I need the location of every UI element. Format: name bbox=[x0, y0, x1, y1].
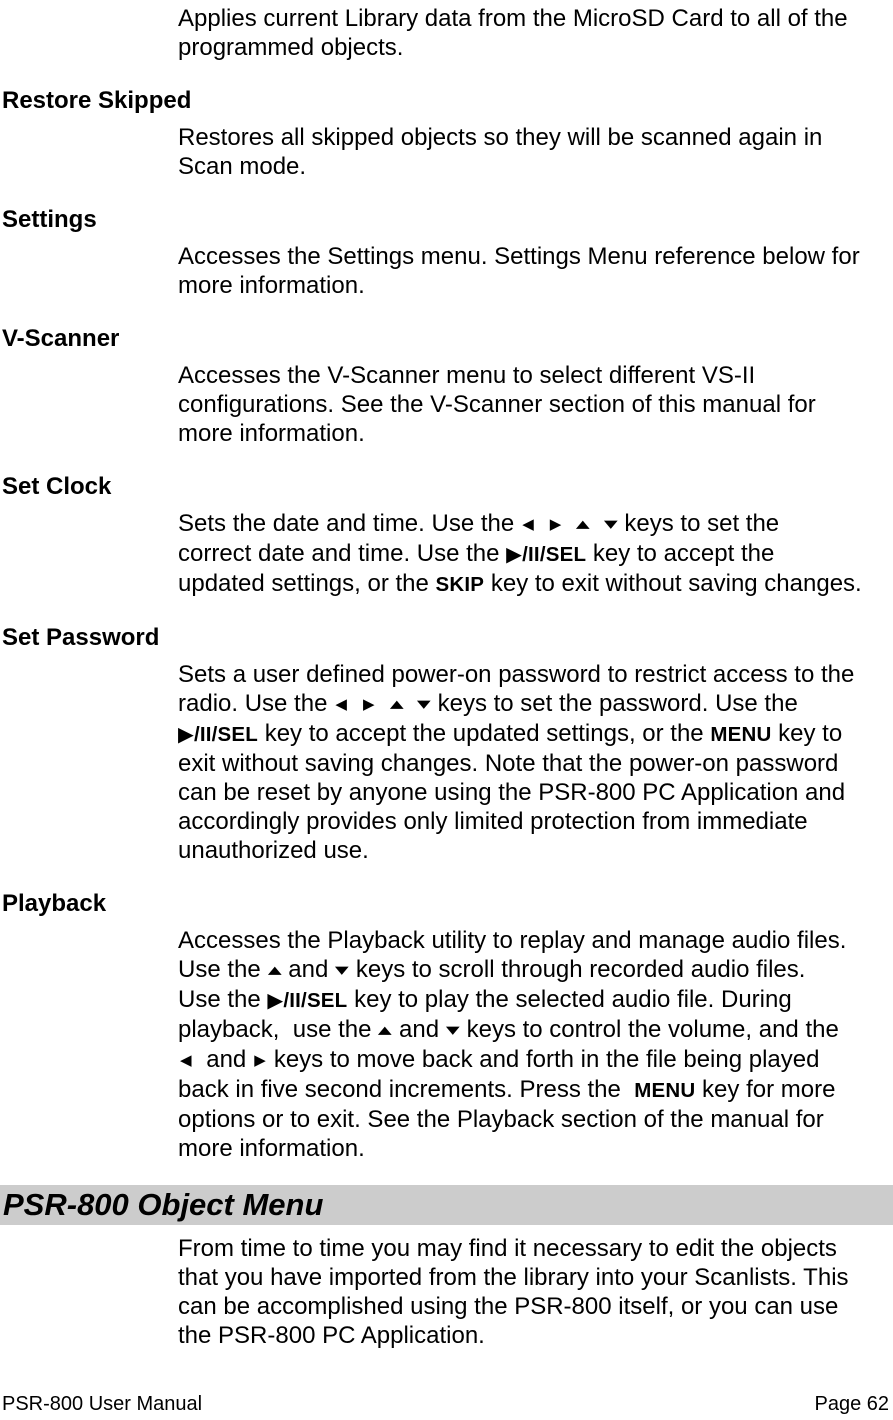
text-run: that you have imported from the library into your Scanlists. This bbox=[178, 1264, 849, 1291]
text-run: the PSR-800 PC Application. bbox=[178, 1322, 485, 1349]
text-run: back in five second increments. Press the bbox=[178, 1076, 635, 1103]
play-pause-select-key-label: ▶/II/SEL bbox=[506, 543, 587, 566]
text-line bbox=[178, 569, 891, 599]
text-line bbox=[178, 660, 891, 689]
text-run: can be accomplished using the PSR-800 itself, or you can use bbox=[178, 1293, 839, 1320]
text-run: Restores all skipped objects so they will be scanned again in bbox=[178, 124, 823, 151]
text-run: can be reset by anyone using the PSR-800 PC Application and bbox=[178, 779, 846, 806]
text-line bbox=[178, 1134, 891, 1163]
text-run: Sets the date and time. Use the bbox=[178, 510, 515, 537]
text-run: more information. bbox=[178, 272, 365, 299]
text-run: unauthorized use. bbox=[178, 837, 369, 864]
paragraph bbox=[178, 1234, 891, 1350]
up-arrow-icon: ▲ bbox=[576, 517, 590, 531]
section-heading-v-scanner: V-Scanner bbox=[2, 325, 120, 352]
left-arrow-icon: ◀ bbox=[522, 515, 534, 533]
skip-key-label: SKIP bbox=[435, 573, 485, 596]
text-line bbox=[178, 361, 891, 390]
right-arrow-icon: ▶ bbox=[254, 1051, 266, 1069]
right-arrow-icon: ▶ bbox=[549, 515, 562, 533]
text-line bbox=[178, 1045, 891, 1075]
text-run: correct date and time. Use the bbox=[178, 540, 507, 567]
text-line bbox=[178, 807, 891, 836]
text-run: more information. bbox=[178, 1135, 365, 1162]
right-arrow-icon: ▶ bbox=[362, 695, 375, 713]
text-line bbox=[178, 689, 891, 719]
text-line bbox=[178, 152, 891, 181]
paragraph bbox=[178, 361, 891, 448]
text-run: Sets a user defined power-on password to restrict access to the bbox=[178, 661, 855, 688]
up-arrow-icon: ▲ bbox=[389, 697, 404, 711]
section-heading-set-password: Set Password bbox=[2, 624, 160, 651]
paragraph bbox=[178, 509, 891, 599]
down-arrow-icon: ▼ bbox=[445, 1023, 460, 1037]
text-run: keys to set the bbox=[624, 510, 780, 537]
text-run: keys to move back and forth in the file being played bbox=[273, 1046, 820, 1073]
text-run: updated settings, or the bbox=[178, 570, 436, 597]
text-run: Use the bbox=[178, 956, 261, 983]
text-line bbox=[178, 719, 891, 749]
text-run: configurations. See the V-Scanner section of this manual for bbox=[178, 391, 816, 418]
text-line bbox=[178, 955, 891, 985]
down-arrow-icon: ▼ bbox=[603, 517, 618, 531]
section-heading-set-clock: Set Clock bbox=[2, 473, 112, 500]
text-run: accordingly provides only limited protection from immediate bbox=[178, 808, 808, 835]
text-line bbox=[178, 985, 891, 1015]
text-run: Use the bbox=[178, 986, 268, 1013]
left-arrow-icon: ◀ bbox=[180, 1051, 192, 1069]
text-run: keys to scroll through recorded audio files. bbox=[355, 956, 806, 983]
text-line bbox=[178, 836, 891, 865]
text-line bbox=[178, 1075, 891, 1105]
text-run: key to accept the bbox=[586, 540, 775, 567]
play-pause-select-key-label: ▶/II/SEL bbox=[267, 989, 348, 1012]
text-line bbox=[178, 419, 891, 448]
footer-document-title: PSR-800 User Manual bbox=[2, 1393, 203, 1415]
text-line bbox=[178, 1234, 891, 1263]
section-heading-playback: Playback bbox=[2, 890, 107, 917]
paragraph bbox=[178, 242, 891, 300]
text-run: playback, use the bbox=[178, 1016, 372, 1043]
text-run: Accesses the Settings menu. Settings Menu reference below for bbox=[178, 243, 860, 270]
section-banner-psr-800-object-menu: PSR-800 Object Menu bbox=[0, 1185, 893, 1225]
text-run: keys to control the volume, and the bbox=[466, 1016, 839, 1043]
text-line bbox=[178, 1321, 891, 1350]
text-run: programmed objects. bbox=[178, 34, 404, 61]
play-pause-select-key-label: ▶/II/SEL bbox=[178, 723, 259, 746]
section-heading-settings: Settings bbox=[2, 206, 97, 233]
text-line bbox=[178, 749, 891, 778]
text-run: From time to time you may find it necessary to edit the objects bbox=[178, 1235, 837, 1262]
text-line bbox=[178, 926, 891, 955]
text-line bbox=[178, 390, 891, 419]
text-line bbox=[178, 1015, 891, 1045]
down-arrow-icon: ▼ bbox=[335, 963, 350, 977]
menu-key-label: MENU bbox=[710, 723, 772, 746]
text-run: and bbox=[288, 956, 329, 983]
text-run: key to accept the updated settings, or the bbox=[258, 720, 711, 747]
text-line bbox=[178, 271, 891, 300]
up-arrow-icon: ▲ bbox=[378, 1023, 393, 1037]
text-line bbox=[178, 778, 891, 807]
text-line bbox=[178, 1263, 891, 1292]
text-run: Accesses the V-Scanner menu to select different VS-II bbox=[178, 362, 756, 389]
paragraph bbox=[178, 660, 891, 865]
paragraph bbox=[178, 4, 891, 62]
text-run: Accesses the Playback utility to replay and manage audio files. bbox=[178, 927, 847, 954]
text-run: radio. Use the bbox=[178, 690, 328, 717]
text-line bbox=[178, 4, 891, 33]
text-run: key to play the selected audio file. During bbox=[347, 986, 792, 1013]
down-arrow-icon: ▼ bbox=[416, 697, 431, 711]
text-line bbox=[178, 242, 891, 271]
footer-page-number: Page 62 bbox=[814, 1393, 889, 1415]
text-run: Scan mode. bbox=[178, 153, 307, 180]
left-arrow-icon: ◀ bbox=[335, 695, 347, 713]
text-line bbox=[178, 1105, 891, 1134]
text-run: keys to set the password. Use the bbox=[437, 690, 798, 717]
text-run: key for more bbox=[695, 1076, 836, 1103]
text-run: exit without saving changes. Note that the power-on password bbox=[178, 750, 839, 777]
paragraph bbox=[178, 123, 891, 181]
menu-key-label: MENU bbox=[634, 1079, 696, 1102]
paragraph bbox=[178, 926, 891, 1163]
text-run: and bbox=[399, 1016, 440, 1043]
text-run: options or to exit. See the Playback section of the manual for bbox=[178, 1106, 824, 1133]
text-run: key to exit without saving changes. bbox=[484, 570, 862, 597]
section-heading-restore-skipped: Restore Skipped bbox=[2, 87, 192, 114]
text-run: key to bbox=[771, 720, 843, 747]
text-line bbox=[178, 33, 891, 62]
page-footer bbox=[2, 1392, 889, 1416]
text-line bbox=[178, 509, 891, 539]
up-arrow-icon: ▲ bbox=[267, 963, 282, 977]
text-run: more information. bbox=[178, 420, 365, 447]
text-run: Applies current Library data from the MicroSD Card to all of the bbox=[178, 5, 848, 32]
text-run: and bbox=[199, 1046, 247, 1073]
text-line bbox=[178, 1292, 891, 1321]
text-line bbox=[178, 123, 891, 152]
text-line bbox=[178, 539, 891, 569]
